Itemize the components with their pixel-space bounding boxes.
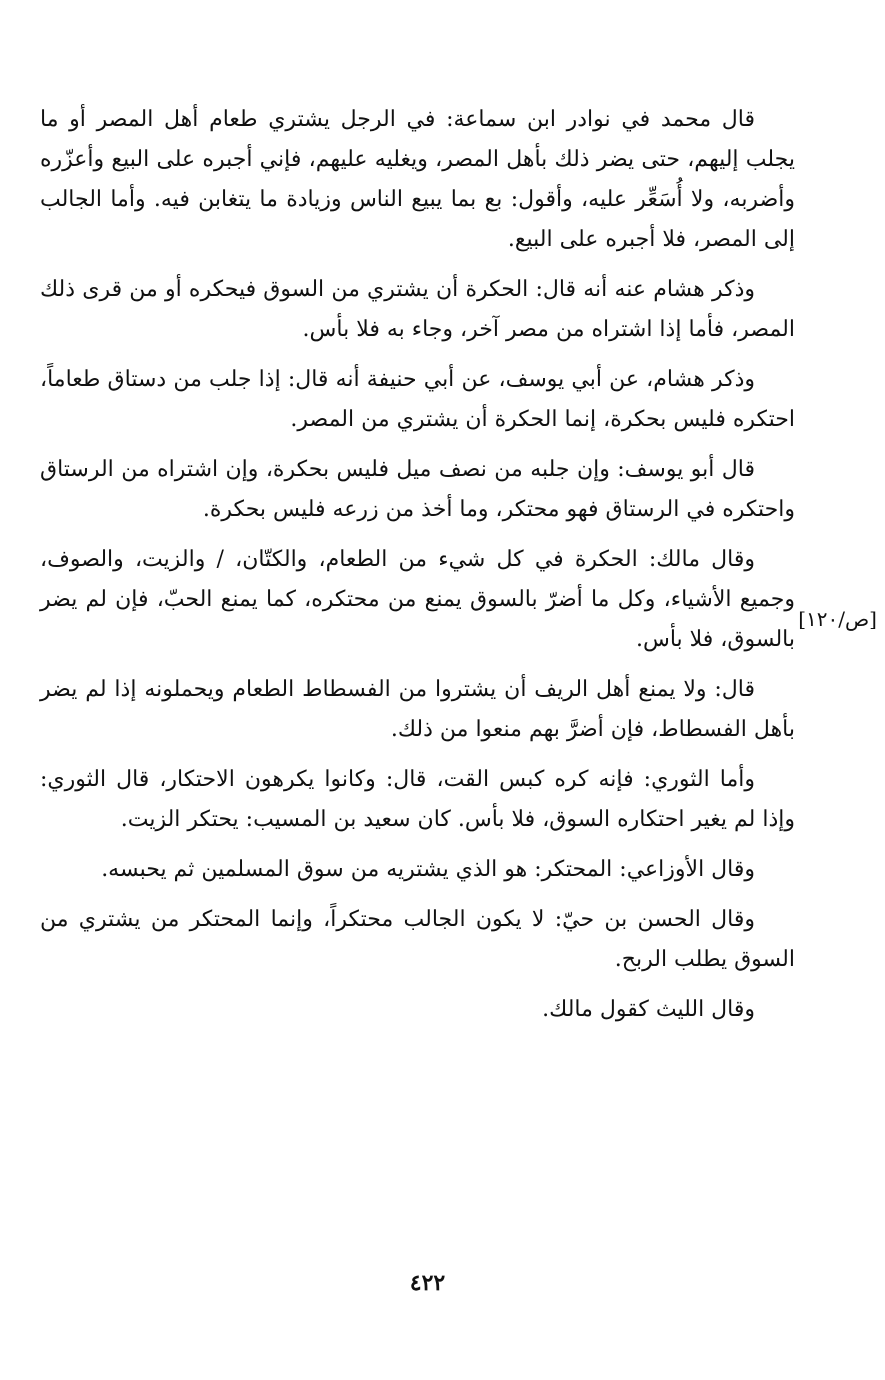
paragraph-muhammad-nawadir: قال محمد في نوادر ابن سماعة: في الرجل يشتري طعام أهل المصر أو ما يجلب إليهم، حتى يضر ذلك بأهل المصر، ويغليه عليهم، فإني أجبره على البيع وأعزّره وأضربه، ولا أُسَعِّر عليه، وأقول: بع بما يبيع الناس وزيادة ما يتغابن فيه. وأما الجالب إلى المصر، فلا أجبره على البيع. — [40, 107, 795, 252]
margin-page-reference: [ص/١٢٠] — [798, 607, 877, 631]
paragraph-rif-fustat: قال: ولا يمنع أهل الريف أن يشتروا من الفسطاط الطعام ويحملونه إذا لم يضر بأهل الفسطاط، فإن أضرَّ بهم منعوا من ذلك. — [40, 677, 795, 742]
paragraph-thawri: وأما الثوري: فإنه كره كبس القت، قال: وكانوا يكرهون الاحتكار، قال الثوري: وإذا لم يغير احتكاره السوق، فلا بأس. كان سعيد بن المسيب: يحتكر الزيت. — [40, 767, 795, 832]
page-number: ٤٢٢ — [409, 1270, 446, 1296]
paragraph-hisham-hukra: وذكر هشام عنه أنه قال: الحكرة أن يشتري من السوق فيحكره أو من قرى ذلك المصر، فأما إذا اشتراه من مصر آخر، وجاء به فلا بأس. — [40, 277, 795, 342]
paragraph-layth: وقال الليث كقول مالك. — [542, 997, 755, 1022]
paragraph-hisham-abu-hanifa: وذكر هشام، عن أبي يوسف، عن أبي حنيفة أنه قال: إذا جلب من دستاق طعاماً، احتكره فليس بحكرة، إنما الحكرة أن يشتري من المصر. — [40, 367, 795, 432]
paragraph-abu-yusuf: قال أبو يوسف: وإن جلبه من نصف ميل فليس بحكرة، وإن اشتراه من الرستاق واحتكره في الرستاق فهو محتكر، وما أخذ من زرعه فليس بحكرة. — [40, 457, 795, 522]
paragraph-awzai: وقال الأوزاعي: المحتكر: هو الذي يشتريه من سوق المسلمين ثم يحبسه. — [101, 857, 755, 882]
paragraph-hasan-ibn-hayy: وقال الحسن بن حيّ: لا يكون الجالب محتكراً، وإنما المحتكر من يشتري من السوق يطلب الربح. — [40, 907, 795, 972]
paragraph-malik: وقال مالك: الحكرة في كل شيء من الطعام، والكتّان، / والزيت، والصوف، وجميع الأشياء، وكل ما أضرّ بالسوق يمنع من محتكره، كما يمنع الحبّ، فإن لم يضر بالسوق، فلا بأس. — [40, 547, 795, 652]
body-text — [40, 100, 795, 1040]
